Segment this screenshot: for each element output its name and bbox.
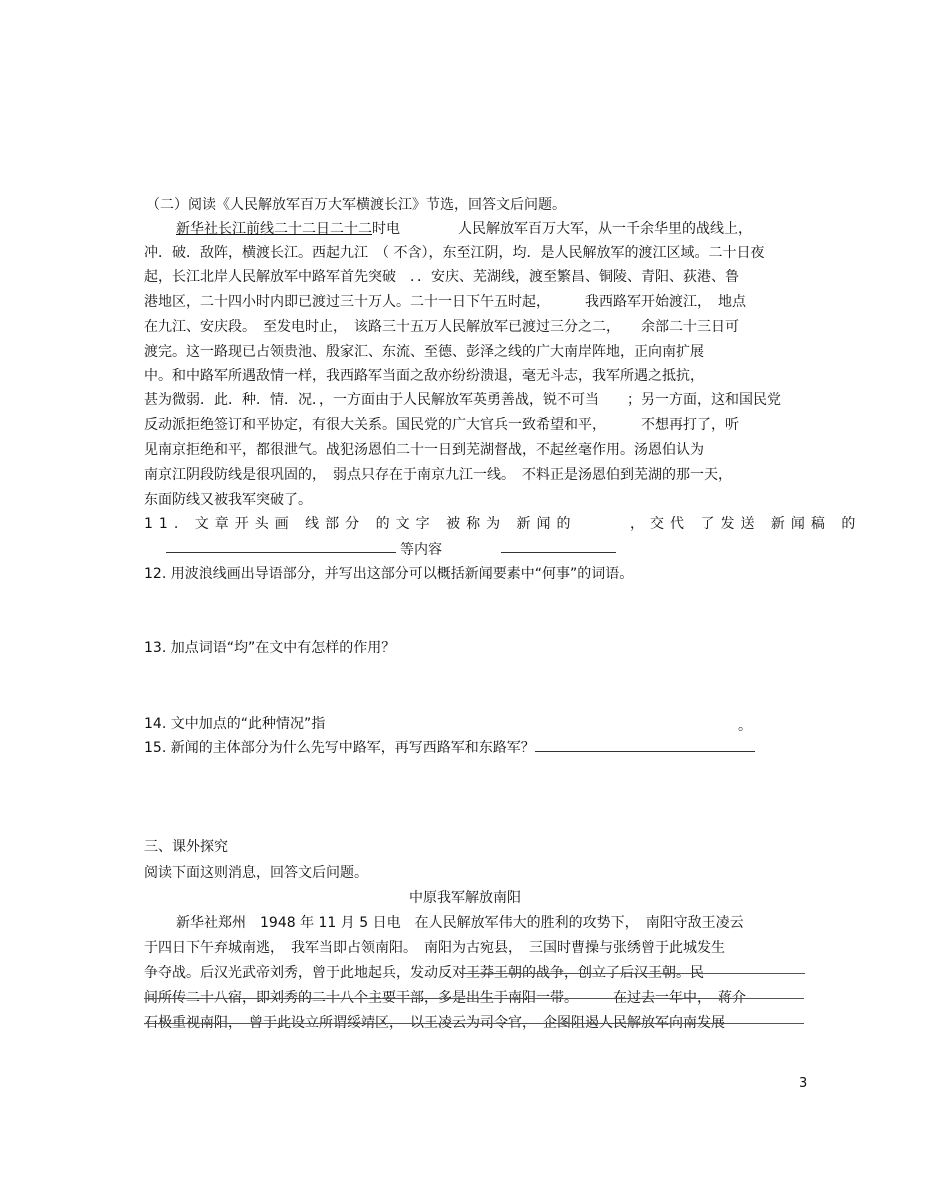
news-line: 间所传二十八宿，即刘秀的二十八个主要干部，多是出生于南阳一带。 在过去一年中， 蒋介	[144, 990, 746, 1006]
news-line: 于四日下午弃城南逃， 我军当即占领南阳。 南阳为古宛县， 三国时曹操与张绣曾于此城发生	[144, 940, 725, 956]
passage-line: 反动派拒绝签订和平协定，有很大关系。国民党的广大官兵一致希望和平， 不想再打了，听	[144, 417, 739, 433]
news-line: 新华社郑州 1948 年 11 月 5 日电 在人民解放军伟大的胜利的攻势下， 南阳守敌王凌云	[176, 915, 744, 931]
strike-line	[144, 1023, 804, 1024]
news-dateline	[176, 220, 400, 238]
question-11-part-b: ，交代 了发送 新闻稿 的	[630, 516, 862, 532]
page-number: 3	[799, 1076, 808, 1091]
answer-blank-11a[interactable]	[166, 552, 396, 553]
question-11-part-a: 11. 文章开头画 线部分 的文字 被称为 新闻的	[144, 516, 577, 532]
passage-line: 港地区，二十四小时内即已渡过三十万人。二十一日下午五时起， 我西路军开始渡江， 地点	[144, 294, 746, 310]
passage-line: 南京江阴段防线是很巩固的， 弱点只存在于南京九江一线。 不料正是汤恩伯到芜湖的那一天，	[144, 467, 732, 483]
part3-intro: 阅读下面这则消息，回答文后问题。	[144, 865, 368, 881]
passage-line: 渡完。这一路现已占领贵池、殷家汇、东流、至德、彭泽之线的广大南岸阵地，正向南扩展	[144, 344, 704, 360]
strike-line	[144, 998, 804, 999]
question-15: 15. 新闻的主体部分为什么先写中路军，再写西路军和东路军？	[144, 740, 535, 756]
question-11-part-c: 等内容	[400, 542, 442, 558]
passage-line: 冲．破．敌阵，横渡长江。西起九江 （ 不含），东至江阴，均．是人民解放军的渡江区域。二十日夜	[144, 245, 765, 261]
news-line: 石极重视南阳， 曾于此设立所谓绥靖区， 以王凌云为司令官， 企图阻遏人民解放军向南发展	[144, 1015, 725, 1031]
question-14-part-b: 。	[738, 718, 752, 734]
passage-line: 甚为微弱．此．种．情．况．，一方面由于人民解放军英勇善战，锐不可当 ；另一方面，这和国民党	[144, 392, 781, 408]
question-13: 13. 加点词语“均”在文中有怎样的作用？	[144, 640, 396, 656]
passage-line: 起，长江北岸人民解放军中路军首先突破 ．．安庆、芜湖线，渡至繁昌、铜陵、青阳、荻港、鲁	[144, 269, 739, 285]
news-line: 争夺战。后汉光武帝刘秀，曾于此地起兵，发动反对王莽王朝的战争，创立了后汉王朝。民	[144, 965, 704, 981]
dateline-tail: 时电	[372, 221, 400, 237]
news-title: 中原我军解放南阳	[409, 890, 521, 906]
passage-line: 中。和中路军所遇敌情一样，我西路军当面之敌亦纷纷溃退，毫无斗志，我军所遇之抵抗，	[144, 368, 704, 384]
question-14-part-a: 14. 文中加点的“此种情况”指	[144, 716, 326, 732]
part3-heading: 三、课外探究	[144, 839, 228, 855]
passage-line: 在九江、安庆段。 至发电时止， 该路三十五万人民解放军已渡过三分之二， 余部二十三日可	[144, 319, 739, 335]
passage-line: 见南京拒绝和平，都很泄气。战犯汤恩伯二十一日到芜湖督战，不起丝毫作用。汤恩伯认为	[144, 442, 704, 458]
passage-line: 东面防线又被我军突破了。	[144, 492, 312, 508]
passage-line: 人民解放军百万大军，从一千余华里的战线上，	[458, 221, 752, 237]
dateline-underlined: 新华社长江前线二十二日二十二	[176, 221, 372, 237]
strike-line	[460, 973, 805, 974]
part2-heading: （二）阅读《人民解放军百万大军横渡长江》节选，回答文后问题。	[146, 197, 566, 213]
answer-blank-15[interactable]	[535, 751, 755, 752]
answer-blank-11b[interactable]	[501, 552, 616, 553]
question-12: 12. 用波浪线画出导语部分，并写出这部分可以概括新闻要素中“何事”的词语。	[144, 566, 634, 582]
